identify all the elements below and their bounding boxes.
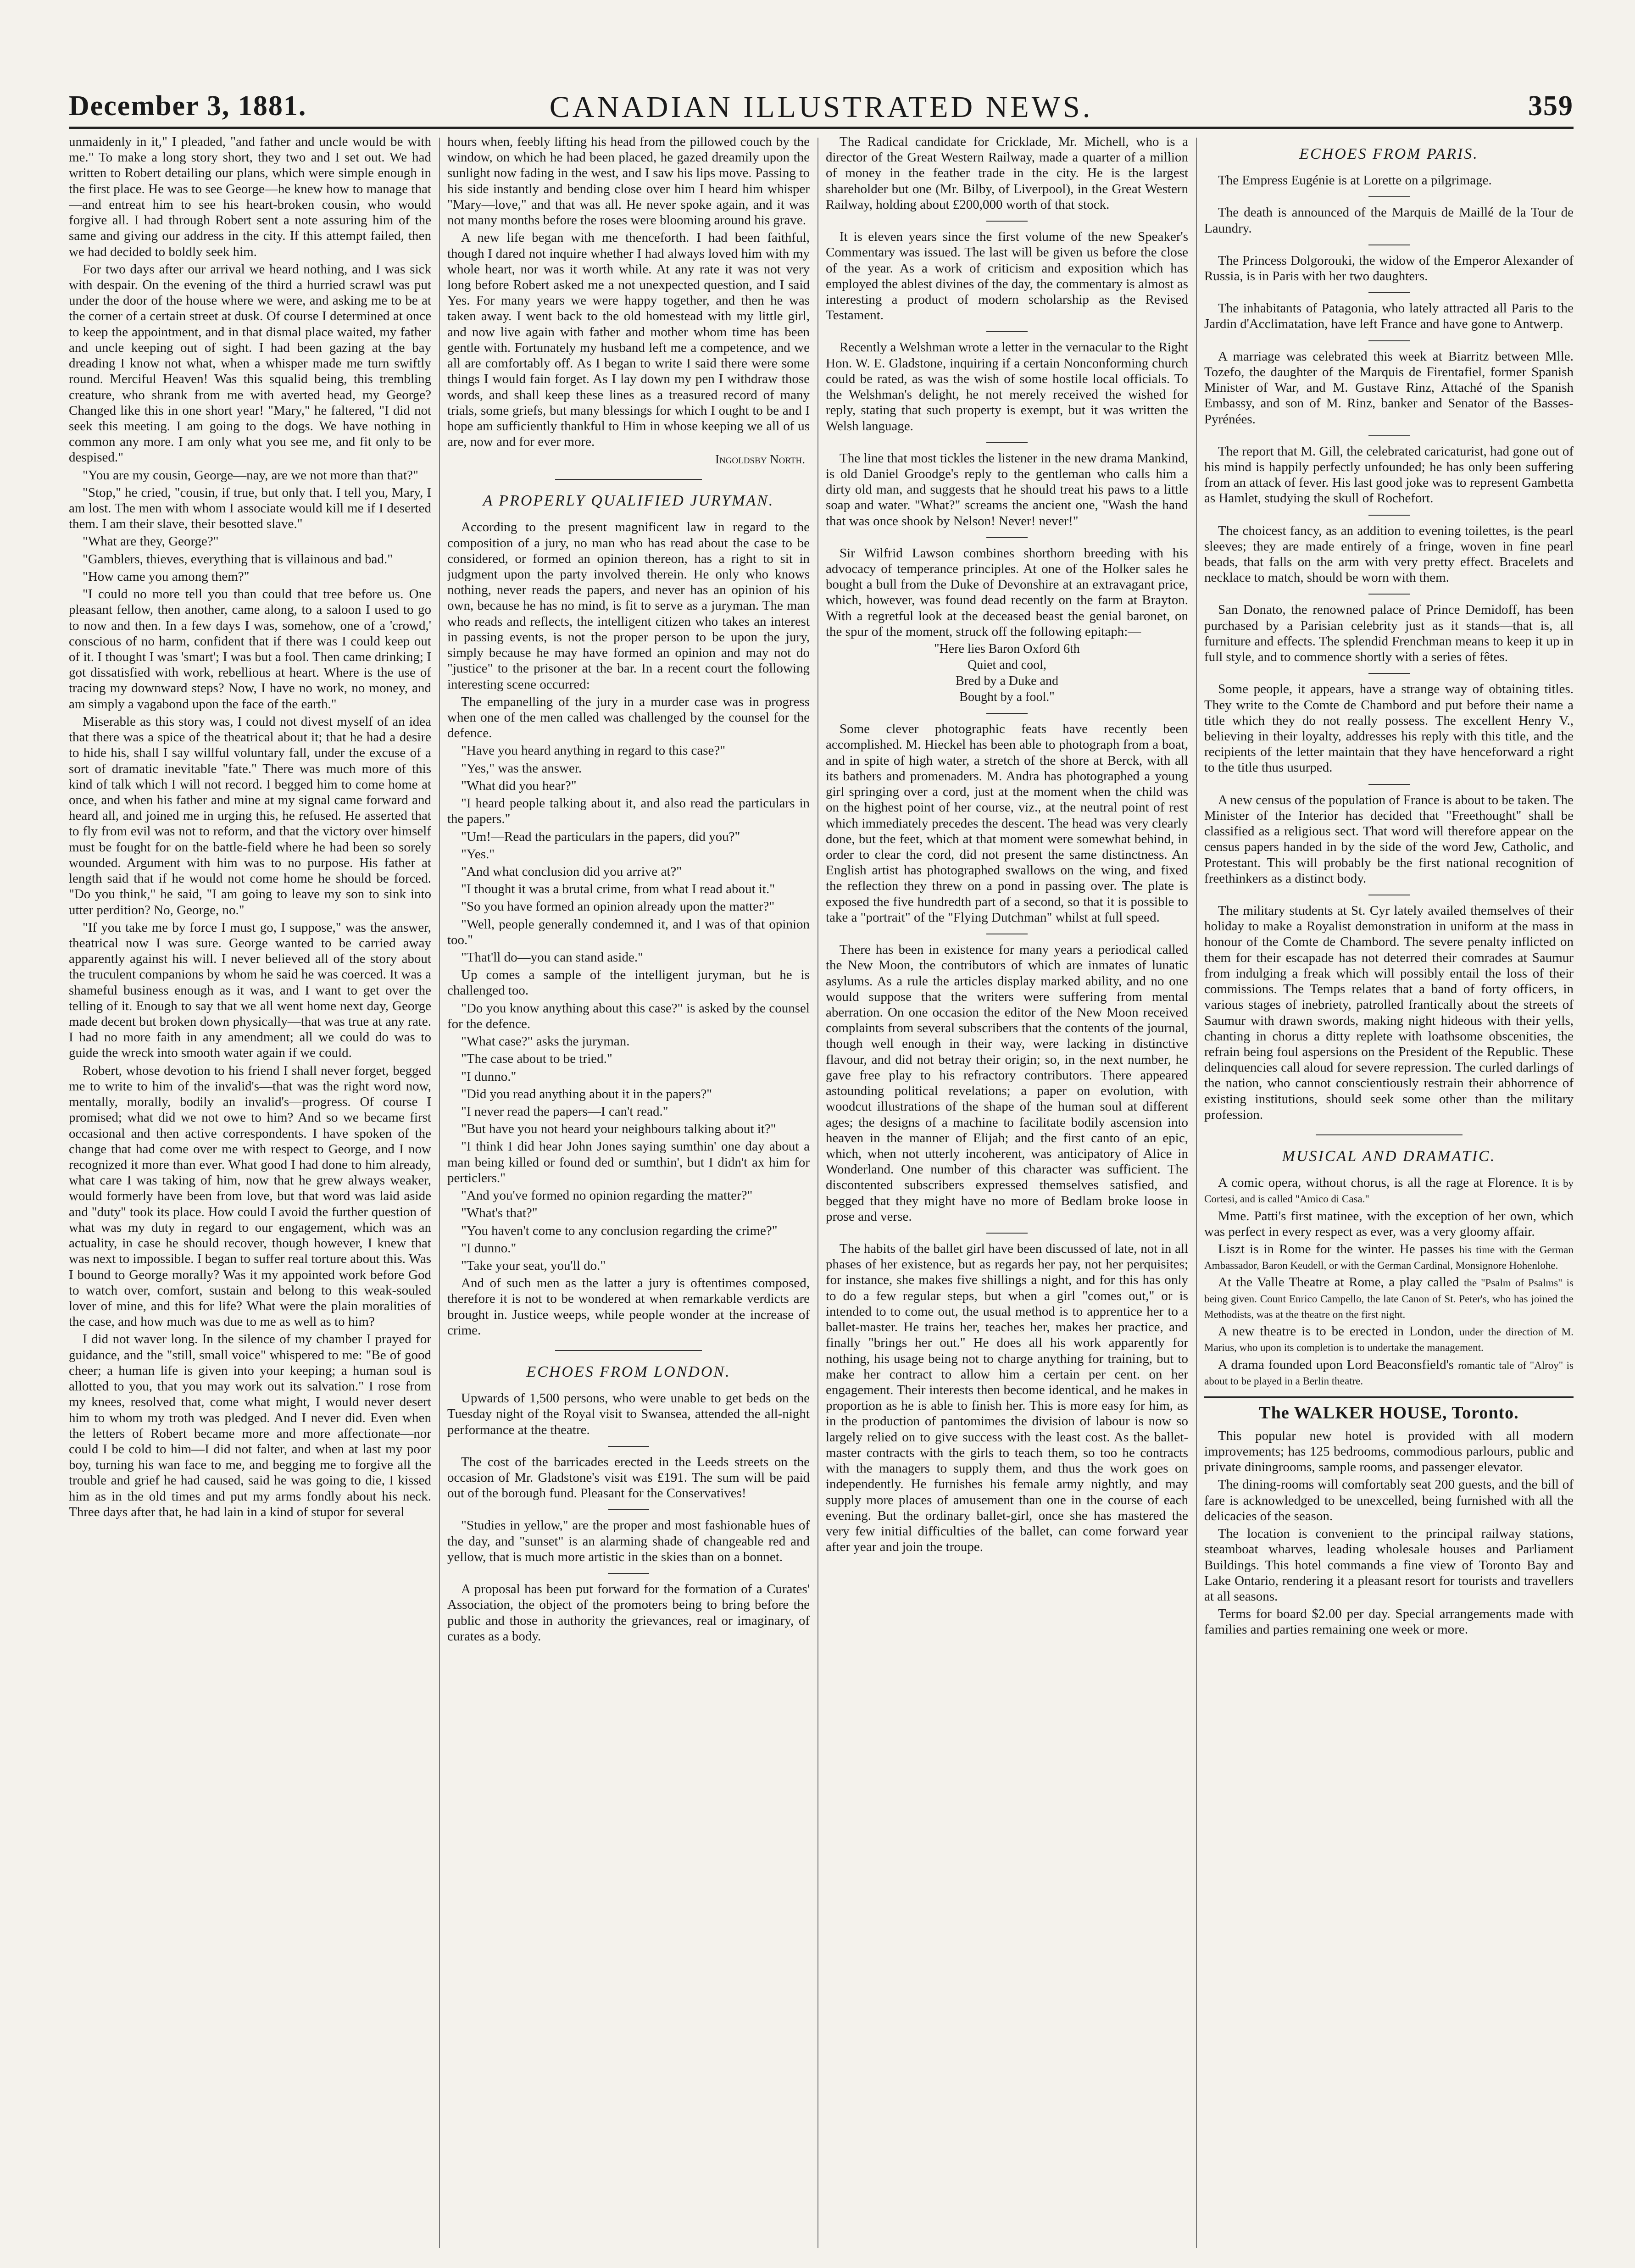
juryman-paragraph: "And what conclusion did you arrive at?": [461, 864, 682, 879]
juryman-paragraph: According to the present magnificent law in regard to the composition of a jury, no man who has read about the case to be considered, or formed an opinion thereon, has a right to sit in judgment upon the party involved therein. He only who knows nothing, never reads the papers, and never has an opinion of his own, because he has no mind, is fit to serve as a juryman. The man who reads and reflects, the intelligent citizen who takes an interest in passing events, is not the proper person to be upon the jury, simply because he may have formed an opinion and may not do "justice" to the prisoner at the bar. In a recent court the following interesting scene occurred:: [447, 520, 810, 692]
epitaph-verse: [826, 641, 1188, 705]
verse-line: Bought by a fool.": [959, 690, 1055, 705]
paris-item: The Princess Dolgorouki, the widow of the Emperor Alexander of Russia, is in Paris with her two daughters.: [1204, 253, 1574, 284]
juryman-paragraph: "And you've formed no opinion regarding the matter?": [461, 1188, 753, 1203]
juryman-paragraph: "Do you know anything about this case?" is asked by the counsel for the defence.: [447, 1001, 810, 1031]
hotel-ad-paragraph: The dining-rooms will comfortably seat 200 guests, and the bill of fare is acknowledged to be unexcelled, being furnished with all the delicacies of the season.: [1204, 1477, 1574, 1523]
verse-line: Quiet and cool,: [968, 658, 1046, 673]
column-3: [826, 134, 1188, 2253]
paris-item: The inhabitants of Patagonia, who lately attracted all Paris to the Jardin d'Acclimatation, have left France and have gone to Antwerp.: [1204, 301, 1574, 332]
item-rule: [986, 221, 1028, 222]
hotel-ad-paragraph: Terms for board $2.00 per day. Special arrangements made with families and parties remaining one week or more.: [1204, 1606, 1574, 1637]
item-rule: [1368, 292, 1410, 293]
paris-item: The report that M. Gill, the celebrated caricaturist, had gone out of his mind is happily perfectly unfounded; he has only been suffering from an attack of fever. His last good joke was to represent Gambetta as Hamlet, studying the skull of Rochefort.: [1204, 444, 1574, 506]
musical-item-lead: A comic opera, without chorus, is all the rage at Florence.: [1218, 1175, 1538, 1190]
paris-item: The choicest fancy, as an addition to evening toilettes, is the pearl sleeves; they are made entirely of a fringe, woven in fine pearl beads, that falls on the arm with very pretty effect. Bracelets and necklace to match, should be worn with them.: [1204, 523, 1574, 585]
news-item: The habits of the ballet girl have been discussed of late, not in all phases of her existence, but as regards her pay, not her perquisites; for instance, she makes five shillings a night, and for this has only to do a few regular steps, but when a girl "comes out," or is intended to to come out, the usual method is to apprentice her to a ballet-master. He trains her, teaches her, makes her practice, and finally "brings her out." He does all his work apparently for nothing, his usage being not to charge anything for training, but to make her contract to allow him a certain per cent. on her engagement. Their interests then become identical, and he makes in proportion as he is able to finish her. This is more easy for him, as in the production of pantomimes the division of labour is now so largely relied on to give success with the least cost. As the ballet-master contracts with the girls to teach them, so too he contracts with the managers to supply them, and thus the work goes on independently. He furnishes his female army nightly, and may supply more places of amusement than one in the course of each evening. But the ordinary ballet-girl, once she has mastered the very few initial difficulties of the ballet, can come forward year after year and join the troupe.: [826, 1241, 1188, 1555]
verse-line: "Here lies Baron Oxford 6th: [934, 642, 1080, 656]
news-item: The line that most tickles the listener in the new drama Mankind, is old Daniel Groodge's reply to the gentleman who calls him a dirty old man, and suggests that he should treat his paws to a little soap and water. "What?" screams the ancient one, "Wash the hand that was once shook by Nelson! Never! never!": [826, 450, 1188, 528]
story-paragraph: "If you take me by force I must go, I suppose," was the answer, theatrical now I was sure. George wanted to be carried away apparently against his will. I never believed all of the story about the truculent companions by whom he said he was coerced. It was a shameful business enough as it was, and I want to get over the telling of it. Enough to say that we all went home next day, George made decent but broken down physically—that was true at any rate. I had no more faith in any amendment; all we could do was to guide the wreck into smooth water again if we could.: [69, 920, 431, 1061]
story-paragraph: "What are they, George?": [83, 534, 219, 549]
section-rule: [555, 479, 702, 480]
juryman-heading: A PROPERLY QUALIFIED JURYMAN.: [483, 492, 774, 510]
musical-item: [1204, 1357, 1574, 1388]
story-paragraph: I did not waver long. In the silence of my chamber I prayed for guidance, and the "still, small voice" whispered to me: "Be of good cheer; a human life is given into your keeping; a human soul is allotted to you, that you may work out its salvation." I rose from my knees, resolved that, come what might, I would never desert him to whom my troth was pledged. And I never did. Even when the letters of Robert became more and more affectionate—nor could I be cold to him—I did not falter, and when at last my poor boy, turning his wan face to me, and begging me to forgive all the trouble and grief he had caused, said he was going to die, I kissed him as in the old times and put my arms fondly about his neck. Three days after that, he had lain in a kind of stupor for several: [69, 1332, 431, 1519]
juryman-paragraph: "That'll do—you can stand aside.": [461, 950, 643, 965]
item-rule: [986, 713, 1028, 714]
section-rule: [1316, 1134, 1463, 1135]
story-paragraph: "You are my cousin, George—nay, are we not more than that?": [83, 467, 418, 483]
juryman-paragraph: "I thought it was a brutal crime, from what I read about it.": [461, 882, 775, 897]
london-item: The cost of the barricades erected in the Leeds streets on the occasion of Mr. Gladstone's visit was £191. The sum will be paid out of the borough fund. Pleasant for the Conservatives!: [447, 1454, 810, 1501]
hotel-ad-heading: The WALKER HOUSE, Toronto.: [1204, 1396, 1574, 1423]
musical-item-detail: the "Psalm of Psalms" is being given. Count Enrico Campello, the late Canon of St. Peter's, who has joined the Methodists, was at the theatre on the first night.: [1204, 1277, 1574, 1320]
paris-item: Some people, it appears, have a strange way of obtaining titles. They write to the Comte de Chambord and put before their name a title which they do not really possess. The excellent Henry V., believing in their loyalty, addresses his reply with this title, and the recipients of the letter maintain that they have henceforward a right to the title thus usurped.: [1204, 682, 1574, 775]
item-rule: [986, 442, 1028, 443]
story-paragraph: hours when, feebly lifting his head from the pillowed couch by the window, on which he had been placed, he gazed dreamily upon the sunlight now fading in the west, and I saw his lips move. Passing to his side instantly and bending close over him I heard him whisper "Mary—love," and that was all. He never spoke again, and it was not many months before the roses were blooming around his grave.: [447, 134, 810, 228]
news-item: Recently a Welshman wrote a letter in the vernacular to the Right Hon. W. E. Gladstone, inquiring if a certain Nonconforming church could be rated, as was the wish of some hostile local officials. To the Welshman's delight, he not merely received the wished for reply, stating that such property is exempt, but it was written the Welsh language.: [826, 340, 1188, 434]
story-paragraph: Miserable as this story was, I could not divest myself of an idea that there was a spice of the theatrical about it; that he had a desire to hide his, shall I say willful voluntary fall, under the excuse of a sort of dramatic inevitable "fate." There was much more of this kind of talk which I will not record. I begged him to come home at once, and when his father and mine at my signal came forward and heard all, and joined me in urging this, he refused. He asserted that to fly from evil was not to reform, and that the victory over himself must be fought for on the battle-field where he had been so sorely wounded. Argument with him was to no purpose. His father at length said that if he would not come home he should be forced. "Do you think," he said, "I am going to leave my son to sink into utter perdition? No, George, no.": [69, 714, 431, 917]
item-rule: [1368, 435, 1410, 436]
musical-item: [1204, 1175, 1574, 1206]
juryman-paragraph: "Did you read anything about it in the papers?": [461, 1086, 712, 1101]
item-rule: [1368, 673, 1410, 674]
item-rule: [986, 331, 1028, 332]
juryman-paragraph: "What case?" asks the juryman.: [461, 1034, 630, 1049]
item-rule: [986, 1233, 1028, 1234]
item-rule: [1368, 340, 1410, 341]
juryman-paragraph: "What did you hear?": [461, 778, 577, 793]
paris-item: The Empress Eugénie is at Lorette on a pilgrimage.: [1218, 173, 1492, 188]
juryman-paragraph: "But have you not heard your neighbours talking about it?": [461, 1122, 776, 1137]
london-heading: ECHOES FROM LONDON.: [526, 1363, 731, 1381]
item-rule: [608, 1446, 649, 1447]
juryman-paragraph: "Well, people generally condemned it, and I was of that opinion too.": [447, 917, 810, 947]
juryman-paragraph: "Um!—Read the particulars in the papers, did you?": [461, 829, 740, 844]
item-rule: [1368, 196, 1410, 197]
juryman-paragraph: The empanelling of the jury in a murder case was in progress when one of the men called was challenged by the counsel for the defence.: [447, 694, 810, 741]
story-paragraph: Robert, whose devotion to his friend I shall never forget, begged me to write to him of the invalid's—that was the right word now, mentally, morally, bodily an invalid's—progress. Of course I promised; what did we not owe to him? And so we became first occasional and then active correspondents. I have spoken of the change that had come over me with respect to George, and I now recognized it more than ever. What good I had done to him already, what care I was taking of him, now that he grew always weaker, would formerly have been from love, but that word was laid aside and "duty" took its place. How could I avoid the further question of what was my duty in regard to our engagement, which was an actuality, in case he should recover, though however, I knew that was next to impossible. I began to suffer real torture about this. Was I bound to George morally? Was it my appointed work before God to watch over, comfort, sustain and belong to this weak-souled lover of mine, and this for life? What were the plain moralities of the case, and how much was due to me as well as to him?: [69, 1063, 431, 1329]
musical-item: [1204, 1241, 1574, 1273]
newspaper-title: CANADIAN ILLUSTRATED NEWS.: [549, 90, 1093, 124]
column-4: [1204, 134, 1574, 2253]
story-paragraph: A new life began with me thenceforth. I had been faithful, though I dared not inquire whether I had always loved him with my whole heart, nor was it worth while. At any rate it was not very long before Robert asked me a not unexpected question, and I said Yes. For many years we were happy together, and then he was taken away. I went back to the old homestead with my little girl, and now live again with father and mother whom time has been gentle with. Fortunately my husband left me a competence, and we all are comfortably off. As I began to write I said there were some things I would fain forget. As I lay down my pen I withdraw those words, and shall keep these lines as a treasured record of many trials, some griefs, but many blessings for which I ought to be and I hope am sufficiently thankful to Him in whose keeping we all of us are, now and for ever more.: [447, 230, 810, 450]
news-item: It is eleven years since the first volume of the new Speaker's Commentary was issued. The last will be given us before the close of the year. As a work of criticism and exposition which has employed the ablest divines of the day, the commentary is almost as interesting a product of modern scholarship as the Revised Testament.: [826, 229, 1188, 323]
column-2: [447, 134, 810, 2253]
juryman-paragraph: "The case about to be tried.": [461, 1051, 612, 1067]
juryman-paragraph: "You haven't come to any conclusion regarding the crime?": [461, 1223, 778, 1238]
item-rule: [608, 1509, 649, 1510]
story-paragraph: For two days after our arrival we heard nothing, and I was sick with despair. On the evening of the third a hurried scrawl was put under the door of the house where we were, and asking me to be at the corner of a certain street at dusk. Of course I determined at once to keep the appointment, and in that dismal place waited, my father and uncle keeping out of sight. I had been gazing at the bay dreading I know not what, when a whisper made me turn swiftly round. Merciful Heaven! Was this squalid being, this trembling creature, who shrank from me with averted head, my George? Changed like this in one short year! "Mary," he faltered, "I did not seek this meeting. I am going to the dogs. We have nothing in common any more. I am only what you see me, and fit only to be despised.": [69, 261, 431, 465]
story-paragraph: "I could no more tell you than could that tree before us. One pleasant fellow, then another, came along, to a saloon I used to go to now and then. In a few days I was, somehow, one of a 'crowd,' conscious of no harm, confident that if there was I could keep out of it. I thought I was 'smart'; I was but a fool. Then came drinking; I got dissatisfied with work, rebellious at heart. Where is the use of tracing my downward steps? Now, I have no work, no money, and am simply a vagabond upon the face of the earth.": [69, 587, 431, 712]
story-paragraph: "Stop," he cried, "cousin, if true, but only that. I tell you, Mary, I am lost. The men with whom I associate would kill me if I deserted them. I am their slave, their besotted slave.": [69, 485, 431, 532]
section-rule: [555, 1350, 702, 1351]
story-paragraph: unmaidenly in it," I pleaded, "and father and uncle would be with me." To make a long story short, they two and I set out. We had written to Robert detailing our plans, which were simple enough in the first place. He was to see George—he knew how to manage that—and entreat him to see his heart-broken cousin, who would forgive all. I had through Robert sent a note assuring him of the same and giving our address in the city. If this attempt failed, then we had decided to boldly seek him.: [69, 134, 431, 259]
musical-heading: MUSICAL AND DRAMATIC.: [1282, 1148, 1496, 1165]
news-item: Some clever photographic feats have recently been accomplished. M. Hieckel has been able to photograph from a boat, and in spite of high water, a stretch of the shore at Berck, with all its bathers and promenaders. M. Andra has photographed a young girl springing over a cord, just at the moment when the child was on the highest point of her course, viz., at the neutral point of rest which immediately precedes the descent. The head was very clearly done, but the feet, which at that moment were somewhat behind, in order to clear the cord, did not present the same distinctness. An English artist has photographed swallows on the wing, and fixed the reflection they threw on a pond in passing over. The plate is exposed the five hundredth part of a second, so that it is possible to take a "portrait" of the "Flying Dutchman" whilst at full speed.: [826, 722, 1188, 925]
juryman-paragraph: "What's that?": [461, 1206, 538, 1221]
page-number: 359: [1528, 90, 1574, 122]
musical-item-lead: Liszt is in Rome for the winter. He passes: [1218, 1242, 1454, 1257]
musical-item-lead: A drama founded upon Lord Beaconsfield's: [1218, 1357, 1454, 1372]
issue-date: December 3, 1881.: [69, 90, 307, 122]
musical-item: [1204, 1323, 1574, 1355]
musical-item-lead: A new theatre is to be erected in London,: [1218, 1324, 1454, 1339]
hotel-ad-paragraph: This popular new hotel is provided with all modern improvements; has 125 bedrooms, commodious parlours, public and private diningrooms, sample rooms, and passenger elevator.: [1204, 1428, 1574, 1475]
musical-item-detail: romantic tale of "Alroy" is about to be played in a Berlin theatre.: [1204, 1359, 1574, 1387]
masthead: [69, 90, 1574, 129]
london-item: "Studies in yellow," are the proper and most fashionable hues of the day, and "sunset" is an alarming shade of changeable red and yellow, that is much more artistic in the skies than on a bonnet.: [447, 1518, 810, 1564]
juryman-paragraph: "Yes.": [461, 846, 495, 862]
paris-item: The military students at St. Cyr lately availed themselves of their holiday to make a Royalist demonstration in uniform at the mass in honour of the Comte de Chambord. The severe penalty inflicted on them for their escapade has not deterred their comrades at Saumur from indulging a freak which will possibly entail the loss of their commissions. The Temps relates that a band of forty officers, in various stages of inebriety, patrolled frantically about the streets of Saumur with drawn swords, making night hideous with their yells, chanting in chorus a ditty replete with loathsome obscenities, the refrain being foul aspersions on the President of the Republic. These delinquencies call aloud for severe repression. The curled darlings of the nation, who cannot conscientiously restrain their abhorrence of existing institutions, should seek some other than the military profession.: [1204, 903, 1574, 1122]
news-item: There has been in existence for many years a periodical called the New Moon, the contributors of which are inmates of lunatic asylums. As a rule the articles display marked ability, and no one would suppose that the writers were suffering from mental aberration. On one occasion the editor of the New Moon received complaints from several subscribers that the contents of the journal, though well enough in their way, were lacking in distinctive flavour, and did not betray their origin; so, in the next number, he gave free play to his refractory contributors. There appeared astounding political revelations; a paper on evolution, with woodcut illustrations of the shape of the human soul at different ages; the designs of a machine to facilitate bodily ascension into heaven in the manner of Elijah; and the first canto of an epic, which, when not utterly incoherent, was anticipatory of Alice in Wonderland. One number of this character was sufficient. The discontented subscribers expressed themselves satisfied, and begged that they might have no more of Bedlam broke loose in prose and verse.: [826, 942, 1188, 1224]
paris-item: The death is announced of the Marquis de Maillé de la Tour de Laundry.: [1204, 205, 1574, 236]
author-signature: Ingoldsby North.: [715, 452, 805, 467]
item-rule: [1368, 594, 1410, 595]
london-item: Upwards of 1,500 persons, who were unable to get beds on the Tuesday night of the Royal visit to Swansea, attended the all-night performance at the theatre.: [447, 1391, 810, 1437]
column-divider: [1196, 138, 1197, 2248]
column-divider: [439, 138, 440, 2248]
juryman-paragraph: "I dunno.": [461, 1069, 517, 1084]
news-item: The Radical candidate for Cricklade, Mr. Michell, who is a director of the Great Western Railway, made a quarter of a million of money in the feather trade in the city. He is the largest shareholder but one (Mr. Bilby, of Liverpool), in the Great Western Railway, holding about £200,000 worth of that stock.: [826, 134, 1188, 212]
juryman-paragraph: "So you have formed an opinion already upon the matter?": [461, 899, 775, 914]
juryman-paragraph: Up comes a sample of the intelligent juryman, but he is challenged too.: [447, 967, 810, 998]
story-paragraph: "Gamblers, thieves, everything that is villainous and bad.": [83, 551, 393, 567]
verse-line: Bred by a Duke and: [956, 674, 1058, 689]
paris-item: A new census of the population of France is about to be taken. The Minister of the Interior has decided that "Freethought" shall be classified as a religious sect. That word will therefore appear on the census papers handed in by the side of the word Jew, Catholic, and Protestant. This will probably be the first national recognition of freethinkers as a distinct body.: [1204, 792, 1574, 886]
musical-item-lead: At the Valle Theatre at Rome, a play called: [1218, 1275, 1459, 1290]
juryman-paragraph: "Have you heard anything in regard to this case?": [461, 743, 726, 758]
juryman-paragraph: "I never read the papers—I can't read.": [461, 1104, 668, 1119]
paris-item: A marriage was celebrated this week at Biarritz between Mlle. Tozefo, the daughter of the Marquis de Firentafiel, former Spanish Minister of War, and M. Gustave Rinz, Attaché of the Spanish Embassy, and son of M. Rinz, banker and Senator of the Basses-Pyrénées.: [1204, 349, 1574, 427]
london-item: A proposal has been put forward for the formation of a Curates' Association, the object of the promoters being to bring before the public and those in authority the grievances, real or imaginary, of curates as a body.: [447, 1582, 810, 1644]
item-rule: [1368, 515, 1410, 516]
juryman-paragraph: "Yes," was the answer.: [461, 761, 582, 776]
musical-item: [1204, 1274, 1574, 1322]
news-item: Sir Wilfrid Lawson combines shorthorn breeding with his advocacy of temperance principles. At one of the Holker sales he bought a bull from the Duke of Devonshire at an extravagant price, which, however, was found dead recently on the farm at Brayton. With a regretful look at the deceased beast the genial baronet, on the spur of the moment, struck off the following epitaph:—: [826, 545, 1188, 639]
hotel-ad-paragraph: The location is convenient to the principal railway stations, steamboat wharves, leading wholesale houses and Parliament Buildings. This hotel commands a fine view of Toronto Bay and Lake Ontario, rendering it a pleasant resort for tourists and travellers at all seasons.: [1204, 1526, 1574, 1604]
musical-item-lead: Mme. Patti's first matinee, with the exception of her own, which was perfect in every respect as ever, was a very gloomy affair.: [1204, 1208, 1574, 1239]
paris-item: San Donato, the renowned palace of Prince Demidoff, has been purchased by a Parisian celebrity just as it stands—that is, all furniture and effects. The splendid Frenchman means to keep it up in full style, and to commence shortly with a series of fêtes.: [1204, 602, 1574, 665]
story-paragraph: "How came you among them?": [83, 569, 250, 584]
paris-heading: ECHOES FROM PARIS.: [1299, 145, 1479, 162]
juryman-paragraph: "I heard people talking about it, and also read the particulars in the papers.": [447, 796, 810, 827]
juryman-paragraph: And of such men as the latter a jury is oftentimes composed, therefore it is not to be wondered at when remarkable verdicts are brought in. Justice weeps, while people wonder at the increase of crime.: [447, 1276, 810, 1338]
juryman-paragraph: "I dunno.": [461, 1240, 517, 1256]
item-rule: [608, 1573, 649, 1574]
item-rule: [1368, 784, 1410, 785]
item-rule: [986, 537, 1028, 538]
musical-item-detail: his time with the German Ambassador, Baron Keudell, or with the German Cardinal, Monsignore Hohenlohe.: [1204, 1244, 1574, 1272]
column-1: [69, 134, 431, 2253]
musical-item: [1204, 1208, 1574, 1240]
musical-item-detail: It is by Cortesi, and is called "Amico di Casa.": [1204, 1178, 1574, 1205]
juryman-paragraph: "I think I did hear John Jones saying sumthin' one day about a man being killed or found ded or sumthin', but I didn't ax him for perticlers.": [447, 1139, 810, 1185]
juryman-paragraph: "Take your seat, you'll do.": [461, 1258, 606, 1273]
musical-item-detail: under the direction of M. Marius, who upon its completion is to undertake the management.: [1204, 1326, 1574, 1354]
